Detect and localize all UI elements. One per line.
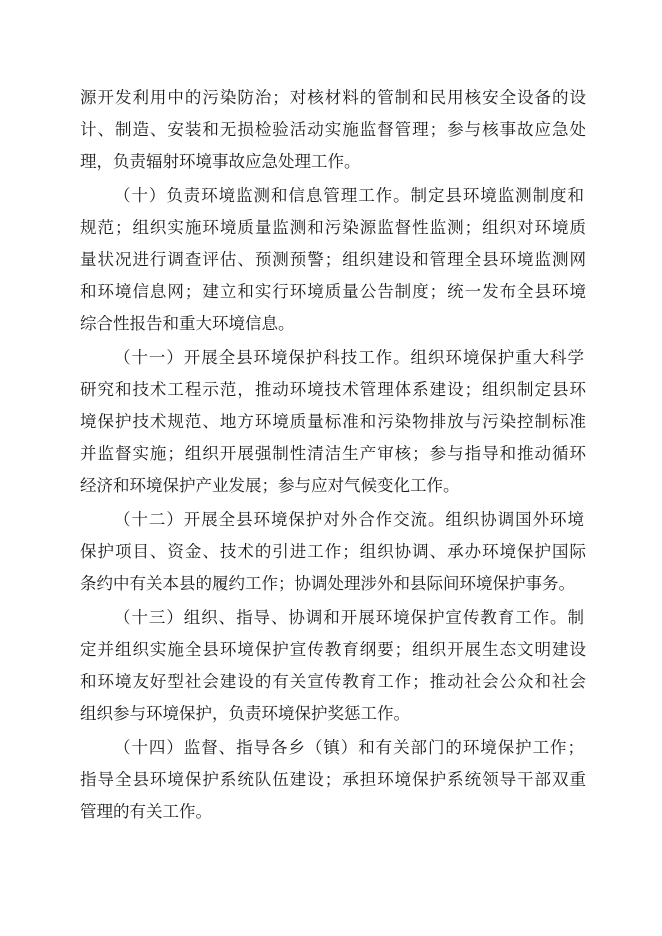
paragraph-11-first-line: （十一）开展全县环境保护科技工作。组织环境保护重大科学 <box>114 348 584 367</box>
text-line: 组织参与环境保护，负责环境保护奖惩工作。 <box>80 704 410 723</box>
text-line: 并监督实施；组织开展强制性清洁生产审核；参与指导和推动循环 <box>80 444 586 463</box>
paragraph-12-first-line: （十二）开展全县环境保护对外合作交流。组织协调国外环境 <box>114 510 584 529</box>
text-line: 源开发利用中的污染防治；对核材料的管制和民用核安全设备的设 <box>80 88 586 107</box>
paragraph-10-first-line: （十）负责环境监测和信息管理工作。制定县环境监测制度和 <box>114 186 584 205</box>
text-line: 境保护技术规范、地方环境质量标准和污染物排放与污染控制标准 <box>80 412 586 431</box>
text-line: 管理的有关工作。 <box>80 802 212 821</box>
paragraph-14-first-line: （十四）监督、指导各乡（镇）和有关部门的环境保护工作； <box>114 738 584 757</box>
text-line: 指导全县环境保护系统队伍建设；承担环境保护系统领导干部双重 <box>80 770 586 789</box>
text-line: 条约中有关本县的履约工作；协调处理涉外和县际间环境保护事务。 <box>80 574 575 593</box>
text-line: 和环境信息网；建立和实行环境质量公告制度；统一发布全县环境 <box>80 282 586 301</box>
text-line: 规范；组织实施环境质量监测和污染源监督性监测；组织对环境质 <box>80 218 586 237</box>
text-line: 研究和技术工程示范，推动环境技术管理体系建设；组织制定县环 <box>80 380 586 399</box>
text-line: 经济和环境保护产业发展；参与应对气候变化工作。 <box>80 476 460 495</box>
text-line: 量状况进行调查评估、预测预警；组织建设和管理全县环境监测网 <box>80 250 586 269</box>
text-line: 综合性报告和重大环境信息。 <box>80 314 295 333</box>
text-line: 和环境友好型社会建设的有关宣传教育工作；推动社会公众和社会 <box>80 672 586 691</box>
paragraph-13-first-line: （十三）组织、指导、协调和开展环境保护宣传教育工作。制 <box>114 608 584 627</box>
text-line: 理，负责辐射环境事故应急处理工作。 <box>80 152 361 171</box>
text-line: 定并组织实施全县环境保护宣传教育纲要；组织开展生态文明建设 <box>80 640 586 659</box>
text-line: 计、制造、安装和无损检验活动实施监督管理；参与核事故应急处 <box>80 120 586 139</box>
text-line: 保护项目、资金、技术的引进工作；组织协调、承办环境保护国际 <box>80 542 586 561</box>
